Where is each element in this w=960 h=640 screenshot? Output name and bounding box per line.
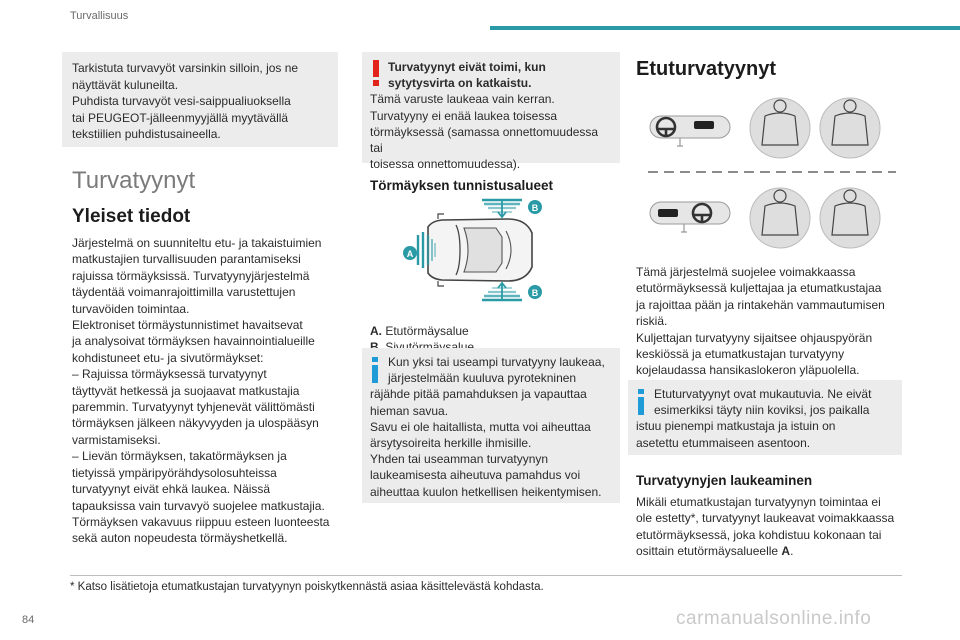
front-airbags-body: Tämä järjestelmä suojelee voimakkaassa etutörmäyksessä kuljettajaa ja etumatkustajaa ja rajoittaa pään ja rintakehän vammautumisen riskiä. Kuljettajan turvatyyny sijaitsee ohjauspyörän keskiössä ja etumatkustajan turvatyyny kojelaudassa hansikaslokeron yläpuolella. [636, 265, 885, 378]
warning-text: Tämä varuste laukeaa vain kerran. Turvatyyny ei enää laukea toisessa törmäyksessä (samassa onnettomuudessa tai toisessa onnettomuudessa). [370, 92, 599, 172]
side-zone-top-waves [482, 200, 522, 217]
zone-b-top-letter: B [531, 203, 539, 213]
crash-zones-diagram [398, 197, 548, 303]
header-accent-bar [490, 26, 960, 30]
deployment-subtitle: Turvatyynyjen laukeaminen [636, 473, 813, 488]
section-name: Turvallisuus [70, 10, 129, 22]
occupants-bottom [750, 188, 880, 248]
deployment-body [636, 494, 906, 560]
right-hand-drive-dashboard [650, 202, 730, 232]
footnote-divider [70, 575, 902, 576]
zone-a-label: Etutörmäysalue [385, 324, 469, 339]
chapter-title: Turvatyynyt [72, 167, 196, 194]
footnote: * Katso lisätietoja etumatkustajan turvatyynyn poiskytkennästä asiaa käsittelevästä kohdasta. [70, 581, 544, 593]
deployment-body-main: Mikäli etumatkustajan turvatyynyn toimintaa ei ole estetty*, turvatyynyt laukeavat voimakkaassa etutörmäyksessä, joka kohdistuu kokonaan tai osittain etutörmäysalueelle [636, 495, 895, 559]
info-icon [636, 389, 646, 415]
adaptive-airbags-info-box [628, 380, 902, 455]
occupants-top [750, 98, 880, 158]
zone-b-bottom-letter: B [531, 288, 539, 298]
zones-title: Törmäyksen tunnistusalueet [370, 178, 554, 193]
adaptive-info-rest: istuu pienempi matkustaja ja istuin on asetettu etummaiseen asentoon. [636, 419, 836, 450]
warning-bold-text: Turvatyynyt eivät toimi, kun sytytysvirta on katkaistu. [388, 60, 546, 91]
zone-a-letter: A [406, 249, 414, 259]
pyrotechnic-info-indented: Kun yksi tai useampi turvatyyny laukeaa, järjestelmään kuuluva pyrotekninen [388, 355, 605, 386]
left-hand-drive-dashboard [650, 116, 730, 146]
pyrotechnic-info-box [362, 348, 620, 503]
warning-exclamation-icon [370, 60, 382, 86]
front-airbags-illustration [640, 90, 902, 258]
general-info-body: Järjestelmä on suunniteltu etu- ja takaistuimien matkustajien turvallisuuden parantamiseksi rajuissa törmäyksissä. Turvatyynyjärjestelmä täydentää voimanrajoittimilla varustettujen turvavöiden toimintaa. Elektroniset törmäystunnistimet havaitsevat ja analysoivat törmäyksen havainnointialueille kohdistuneet etu- ja sivutörmäykset: – Rajuissa törmäyksessä turvatyynyt täyttyvät hetkessä ja suojaavat matkustajia paremmin. Turvatyynyt tyhjenevät välittömästi törmäyksen jälkeen näkyvyyden ja ulospääsyn varmistamiseksi. – Lievän törmäyksen, takatörmäyksen ja tietyissä ympäripyörähdysolosuhteissa turvatyynyt eivät ehkä laukea. Näissä tapauksissa vain turvavyö suojelee matkustajia. Törmäyksen vakavuus riippuu esteen luonteesta sekä auton nopeudesta törmäyshetkellä. [72, 236, 330, 546]
watermark: carmanualsonline.info [676, 608, 872, 629]
section-title: Yleiset tiedot [72, 206, 191, 227]
pyrotechnic-info-rest: räjähde pitää pamahduksen ja vapauttaa hieman savua. Savu ei ole haitallista, mutta voi aiheuttaa ärsytysoireita herkille ihmisille. Yhden tai useamman turvatyynyn laukeamisesta aiheutuva pamahdus voi aiheuttaa kuulon hetkellisen heikentymisen. [370, 387, 602, 499]
side-zone-bottom-waves [482, 283, 522, 300]
deployment-zone-ref: A [781, 544, 791, 559]
warning-box [362, 52, 620, 172]
front-airbags-title: Etuturvatyynyt [636, 58, 777, 80]
info-icon [370, 357, 380, 383]
page-number: 84 [22, 614, 35, 626]
adaptive-info-indented: Etuturvatyynyt ovat mukautuvia. Ne eivät esimerkiksi täyty niin koviksi, jos paikalla [654, 387, 872, 418]
cleaning-note-text: Tarkistuta turvavyöt varsinkin silloin, jos ne näyttävät kuluneilta. Puhdista turvavyöt vesi-saippualiuoksella tai PEUGEOT-jälleenmyyjällä myytävällä tekstiilien puhdistusaineella. [72, 61, 299, 142]
deployment-body-end: . [790, 544, 794, 559]
zone-a-key: A. [370, 324, 382, 339]
cleaning-note [62, 52, 338, 147]
